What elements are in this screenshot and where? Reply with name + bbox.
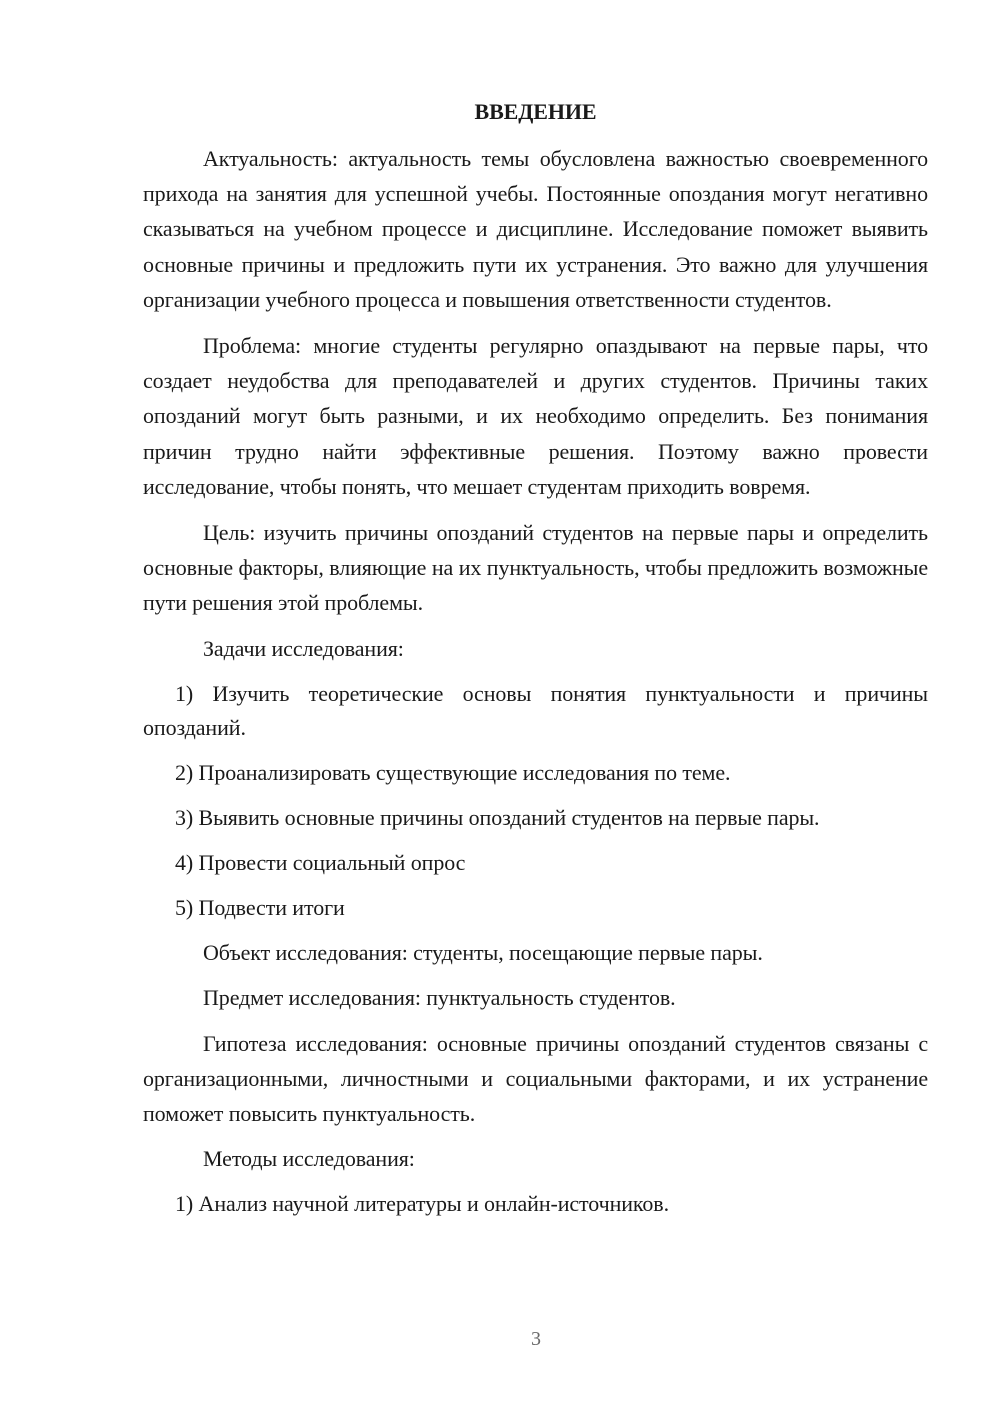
method-item: 1) Анализ научной литературы и онлайн-источников.	[175, 1191, 669, 1217]
tasks-heading: Задачи исследования:	[203, 635, 404, 661]
task-item: 2) Проанализировать существующие исследования по теме.	[175, 759, 731, 785]
goal-paragraph: Цель: изучить причины опозданий студентов на первые пары и определить основные факторы, влияющие на их пунктуальность, чтобы предложить возможные пути решения этой проблемы.	[143, 520, 928, 616]
object-paragraph: Объект исследования: студенты, посещающие первые пары.	[203, 939, 763, 965]
task-item: 5) Подвести итоги	[175, 894, 345, 920]
hypothesis-paragraph: Гипотеза исследования: основные причины опозданий студентов связаны с организационными, личностными и социальными факторами, и их устранение поможет повысить пунктуальность.	[143, 1030, 928, 1127]
task-item: 3) Выявить основные причины опозданий студентов на первые пары.	[175, 804, 820, 830]
document-body	[143, 94, 928, 1232]
methods-heading: Методы исследования:	[203, 1146, 415, 1172]
page-number: 3	[531, 1328, 541, 1350]
task-item: 4) Провести социальный опрос	[175, 849, 466, 875]
section-title: ВВЕДЕНИЕ	[474, 99, 597, 124]
relevance-paragraph: Актуальность: актуальность темы обусловлена важностью своевременного прихода на занятия для успешной учебы. Постоянные опоздания могут негативно сказываться на учебном процессе и дисциплине. Исследование поможет выявить основные причины и предложить пути их устранения. Это важно для улучшения организации учебного процесса и повышения ответственности студентов.	[143, 146, 928, 312]
subject-paragraph: Предмет исследования: пунктуальность студентов.	[203, 984, 676, 1010]
problem-paragraph: Проблема: многие студенты регулярно опаздывают на первые пары, что создает неудобства для преподавателей и других студентов. Причины таких опозданий могут быть разными, и их необходимо определить. Без понимания причин трудно найти эффективные решения. Поэтому важно провести исследование, чтобы понять, что мешает студентам приходить вовремя.	[143, 333, 928, 499]
task-item: 1) Изучить теоретические основы понятия пунктуальности и причины опозданий.	[143, 680, 928, 740]
